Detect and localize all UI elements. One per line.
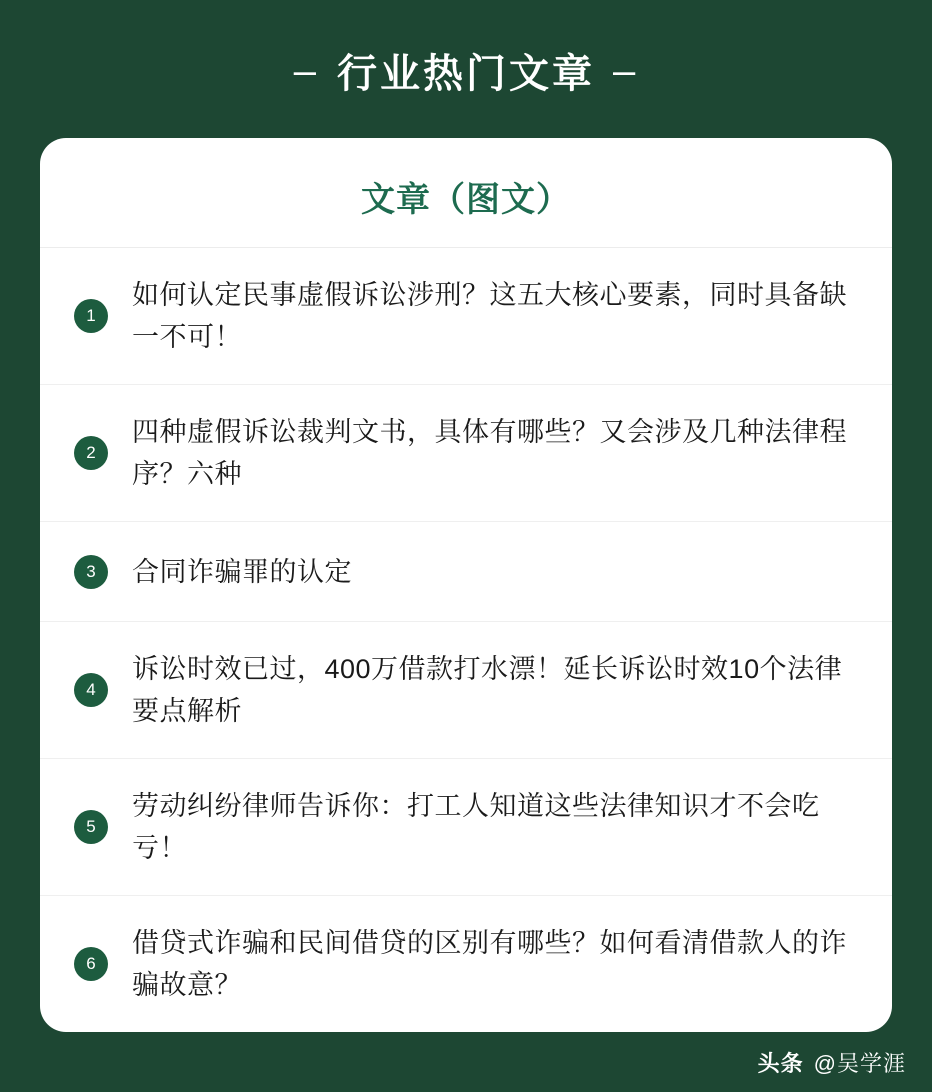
item-index-badge: 4 — [74, 673, 108, 707]
card-title: 文章（图文） — [40, 138, 892, 248]
list-item-title[interactable]: 合同诈骗罪的认定 — [132, 556, 352, 587]
list-item[interactable] — [40, 759, 892, 896]
article-card — [40, 138, 892, 1032]
list-item[interactable] — [40, 622, 892, 759]
list-item-title[interactable]: 借贷式诈骗和民间借贷的区别有哪些？如何看清借款人的诈骗故意？ — [132, 928, 847, 1000]
item-index-badge: 1 — [74, 299, 108, 333]
list-item-title[interactable]: 劳动纠纷律师告诉你：打工人知道这些法律知识才不会吃亏！ — [132, 791, 820, 863]
item-index-badge: 3 — [74, 555, 108, 589]
list-item-title[interactable]: 四种虚假诉讼裁判文书，具体有哪些？又会涉及几种法律程序？六种 — [132, 417, 847, 489]
author-handle: @吴学涯 — [813, 1051, 906, 1076]
list-item[interactable] — [40, 248, 892, 385]
title-dash-left: – — [293, 49, 319, 93]
watermark — [758, 1047, 906, 1078]
item-index-badge: 5 — [74, 810, 108, 844]
title-dash-right: – — [613, 49, 639, 93]
list-item[interactable] — [40, 522, 892, 622]
list-item-title[interactable]: 诉讼时效已过，400万借款打水漂！延长诉讼时效10个法律要点解析 — [132, 654, 843, 726]
item-index-badge: 2 — [74, 436, 108, 470]
list-item[interactable] — [40, 385, 892, 522]
list-item-title[interactable]: 如何认定民事虚假诉讼涉刑？这五大核心要素，同时具备缺一不可！ — [132, 280, 847, 352]
page-title-text: 行业热门文章 — [337, 52, 595, 96]
item-index-badge: 6 — [74, 947, 108, 981]
platform-label: 头条 — [757, 1051, 804, 1076]
page-title — [0, 0, 932, 113]
list-item[interactable] — [40, 896, 892, 1032]
article-list — [40, 248, 892, 1032]
